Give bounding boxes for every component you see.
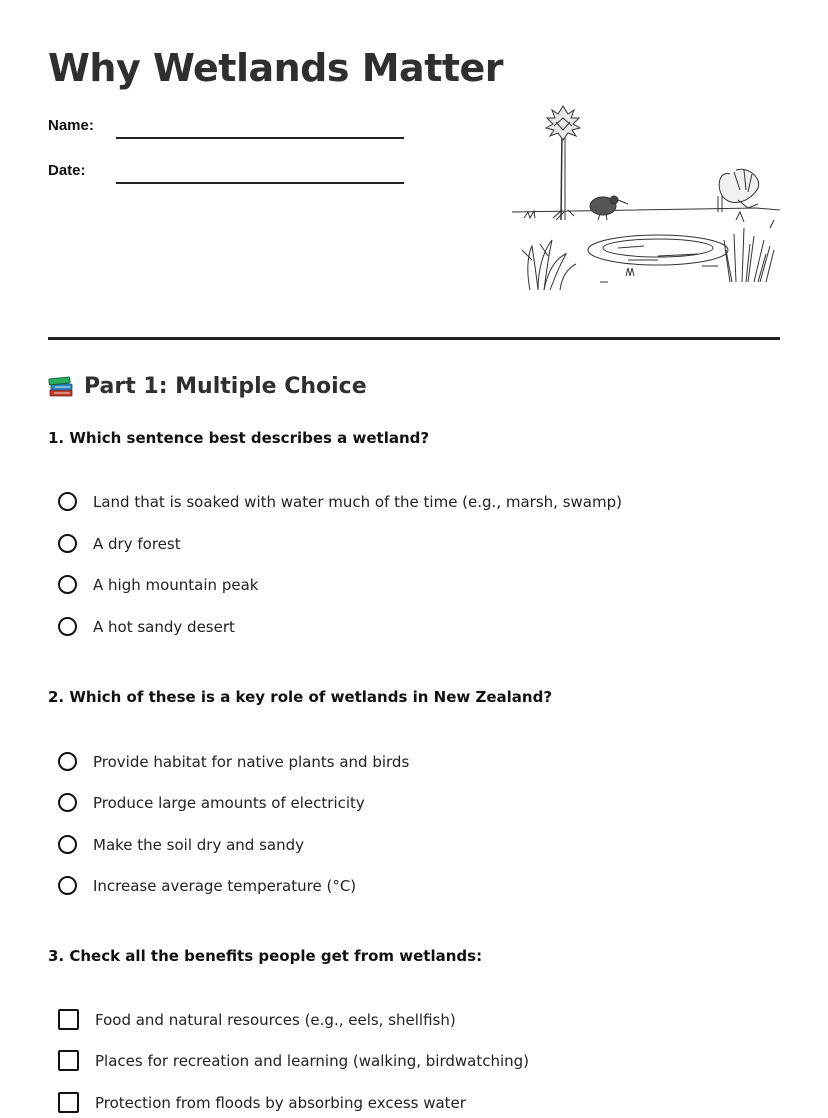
radio-button[interactable] <box>58 534 77 553</box>
part1-heading <box>48 374 367 399</box>
option-label: Produce large amounts of electricity <box>93 793 365 812</box>
option-label: Food and natural resources (e.g., eels, shellfish) <box>95 1010 456 1029</box>
reeds <box>724 212 774 282</box>
radio-button[interactable] <box>58 793 77 812</box>
q1-option-1[interactable] <box>58 492 622 511</box>
radio-button[interactable] <box>58 617 77 636</box>
option-label: A dry forest <box>93 534 181 553</box>
radio-button[interactable] <box>58 752 77 771</box>
question-3: 3. Check all the benefits people get from wetlands: <box>48 947 483 965</box>
q2-option-3[interactable] <box>58 835 304 854</box>
option-label: Make the soil dry and sandy <box>93 835 304 854</box>
part1-title: Part 1: Multiple Choice <box>84 374 367 399</box>
option-label: Provide habitat for native plants and birds <box>93 752 410 771</box>
radio-button[interactable] <box>58 876 77 895</box>
option-label: Protection from floods by absorbing excess water <box>95 1093 466 1112</box>
radio-button[interactable] <box>58 575 77 594</box>
checkbox[interactable] <box>58 1009 79 1030</box>
radio-button[interactable] <box>58 492 77 511</box>
date-field[interactable] <box>48 162 116 179</box>
date-label: Date: <box>48 162 86 179</box>
q1-option-4[interactable] <box>58 617 235 636</box>
name-field[interactable] <box>48 117 116 134</box>
q2-option-2[interactable] <box>58 793 365 812</box>
option-label: A high mountain peak <box>93 575 259 594</box>
q1-option-3[interactable] <box>58 575 258 594</box>
date-line[interactable] <box>116 182 404 184</box>
option-label: A hot sandy desert <box>93 617 235 636</box>
section-divider <box>48 337 780 340</box>
radio-button[interactable] <box>58 835 77 854</box>
pond <box>588 235 728 282</box>
pukeko <box>718 169 759 212</box>
option-label: Land that is soaked with water much of the time (e.g., marsh, swamp) <box>93 492 622 511</box>
checkbox[interactable] <box>58 1050 79 1071</box>
wetland-scene-illustration <box>508 100 780 296</box>
cabbage-tree <box>546 106 580 220</box>
option-label: Increase average temperature (°C) <box>93 876 357 895</box>
kiwi-bird <box>590 196 628 220</box>
question-1: 1. Which sentence best describes a wetland? <box>48 429 430 447</box>
question-2: 2. Which of these is a key role of wetlands in New Zealand? <box>48 688 553 706</box>
checkbox[interactable] <box>58 1092 79 1113</box>
q2-option-4[interactable] <box>58 876 356 895</box>
name-line[interactable] <box>116 137 404 139</box>
worksheet-title: Why Wetlands Matter <box>48 46 504 90</box>
q1-option-2[interactable] <box>58 534 181 553</box>
books-icon <box>48 375 74 399</box>
option-label: Places for recreation and learning (walking, birdwatching) <box>95 1051 530 1070</box>
q3-option-2[interactable] <box>58 1050 529 1071</box>
flax <box>522 240 576 290</box>
q2-option-1[interactable] <box>58 752 409 771</box>
q3-option-3[interactable] <box>58 1092 466 1113</box>
name-label: Name: <box>48 117 94 134</box>
q3-option-1[interactable] <box>58 1009 456 1030</box>
